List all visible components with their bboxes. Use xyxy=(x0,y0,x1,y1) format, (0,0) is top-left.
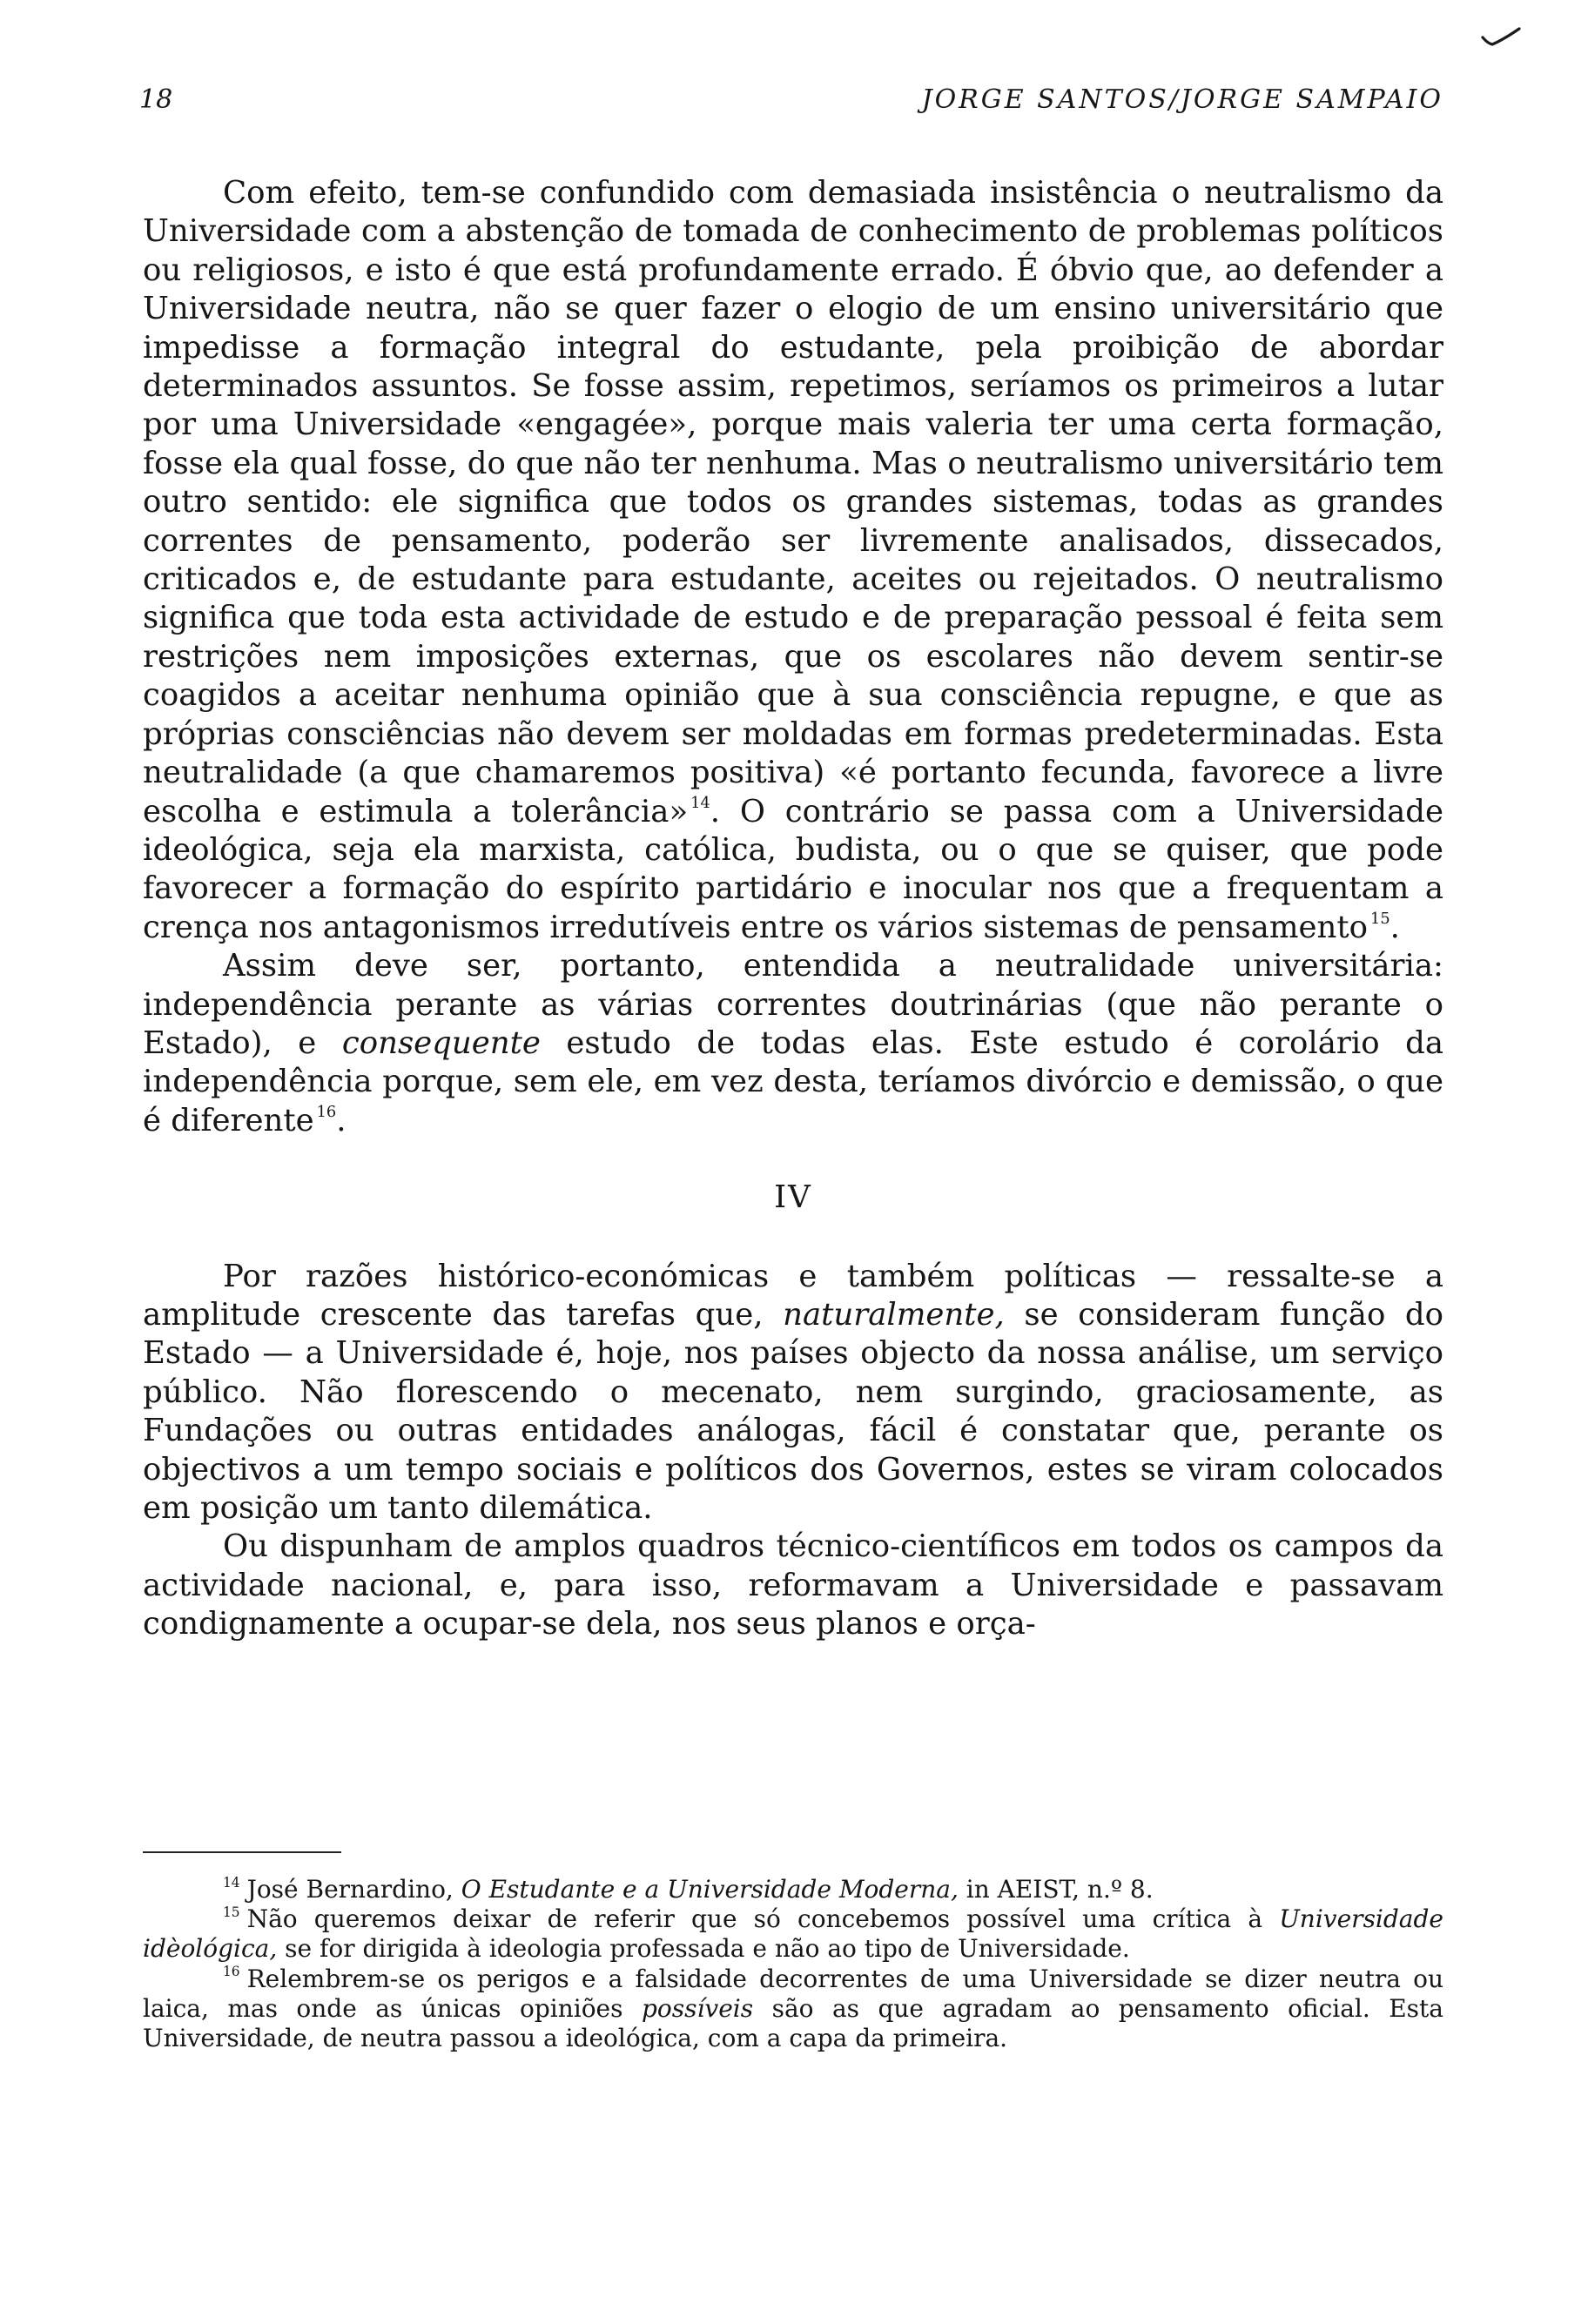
paragraph-text: Com efeito, tem-se confundido com demasiada insistência o neutralismo da Universidade com a abstenção de tomada de conhecimento de problemas políticos ou religiosos, e isto é que está profundamente errado. É óbvio que, ao defender a Universidade neutra, não se quer fazer o elogio de um ensino universitário que impedisse a formação integral do estudante, pela proibição de abordar determinados assuntos. Se fosse assim, repetimos, seríamos os primeiros a lutar por uma Universidade «engagée», porque mais valeria ter uma certa formação, fosse ela qual fosse, do que não ter nenhuma. Mas o neutralismo universitário tem outro sentido: ele significa que todos os grandes sistemas, todas as grandes correntes de pensamento, poderão ser livremente analisados, dissecados, criticados e, de estudante para estudante, aceites ou rejeitados. O neutralismo significa que toda esta actividade de estudo e de preparação pessoal é feita sem restrições nem imposições externas, que os escolares não devem sentir-se coagidos a aceitar nenhuma opinião que à sua consciência repugne, e que as próprias consciências não devem ser moldadas em formas predeterminadas. Esta neutralidade (a que chamaremos positiva) «é portanto fecunda, favorece a livre escolha e estimula a tolerância» xyxy=(143,175,1443,830)
footnote-emphasis: Universidade idèológica, xyxy=(143,1904,1443,1964)
footnote-reference: 15 xyxy=(1370,910,1390,928)
section-heading: IV xyxy=(774,1179,812,1216)
paragraph xyxy=(143,947,1443,1140)
footnote-number: 15 xyxy=(223,1904,240,1920)
paragraph-text: Por razões histórico-económicas e também políticas — ressalte-se a amplitude crescente das tarefas que, xyxy=(143,1258,1443,1333)
paragraph-text: estudo de todas elas. Este estudo é corolário da independência porque, sem ele, em vez desta, teríamos divórcio e demissão, o que é diferente xyxy=(143,1024,1443,1138)
paragraph xyxy=(143,1258,1443,1528)
page-number: 18 xyxy=(139,84,173,115)
footnote-number: 14 xyxy=(223,1874,240,1891)
footnote xyxy=(143,1904,1443,1964)
footnote xyxy=(143,1965,1443,2054)
paragraph-text: Assim deve ser, portanto, entendida a neutralidade universitária: independência perante as várias correntes doutrinárias (que não perante o Estado), e xyxy=(143,948,1443,1061)
footnote-text: in AEIST, n.º 8. xyxy=(958,1875,1154,1904)
paragraph xyxy=(143,174,1443,947)
body-text xyxy=(143,174,1443,1644)
footnote-text: são as que agradam ao pensamento oficial. Esta Universidade, de neutra passou a ideológica, com a capa da primeira. xyxy=(143,1993,1443,2053)
emphasis-text: consequente xyxy=(341,1024,541,1061)
footnote-text: se for dirigida à ideologia professada e não ao tipo de Universidade. xyxy=(277,1934,1130,1964)
paragraph-text: . xyxy=(336,1102,347,1138)
paragraph-text: se consideram função do Estado — a Universidade é, hoje, nos países objecto da nossa análise, um serviço público. Não florescendo o mecenato, nem surgindo, graciosamente, as Fundações ou outras entidades análogas, fácil é constatar que, perante os objectivos a um tempo sociais e políticos dos Governos, estes se viram colocados em posição um tanto dilemática. xyxy=(143,1296,1443,1526)
footnote-text: José Bernardino, xyxy=(246,1875,461,1904)
emphasis-text: naturalmente, xyxy=(783,1296,1005,1333)
paragraph: Ou dispunham de amplos quadros técnico-científicos em todos os campos da actividade nacional, e, para isso, reformavam a Universidade e passavam condignamente a ocupar-se dela, nos seus planos e orça- xyxy=(143,1528,1443,1642)
handwritten-check-mark xyxy=(1480,26,1522,49)
footnote-divider xyxy=(143,1851,341,1853)
footnote xyxy=(143,1875,1443,1904)
footnote-text: Não queremos deixar de referir que só concebemos possível uma crítica à xyxy=(246,1904,1280,1934)
footnotes xyxy=(143,1875,1443,2053)
footnote-text: Relembrem-se os perigos e a falsidade decorrentes de uma Universidade se dizer neutra ou laica, mas onde as únicas opiniões xyxy=(143,1964,1443,2023)
paragraph-text: . O contrário se passa com a Universidade ideológica, seja ela marxista, católica, budista, ou o que se quiser, que pode favorecer a formação do espírito partidário e inocular nos que a frequentam a crença nos antagonismos irredutíveis entre os vários sistemas de pensamento xyxy=(143,793,1443,945)
footnote-emphasis: possíveis xyxy=(641,1993,754,2023)
running-header xyxy=(139,84,1443,117)
footnote-emphasis: O Estudante e a Universidade Moderna, xyxy=(461,1875,959,1904)
running-title: JORGE SANTOS/JORGE SAMPAIO xyxy=(921,84,1443,115)
footnote-reference: 14 xyxy=(690,794,710,812)
paragraph-text: . xyxy=(1390,909,1400,945)
footnote-number: 16 xyxy=(223,1964,240,1980)
footnote-reference: 16 xyxy=(316,1103,337,1121)
